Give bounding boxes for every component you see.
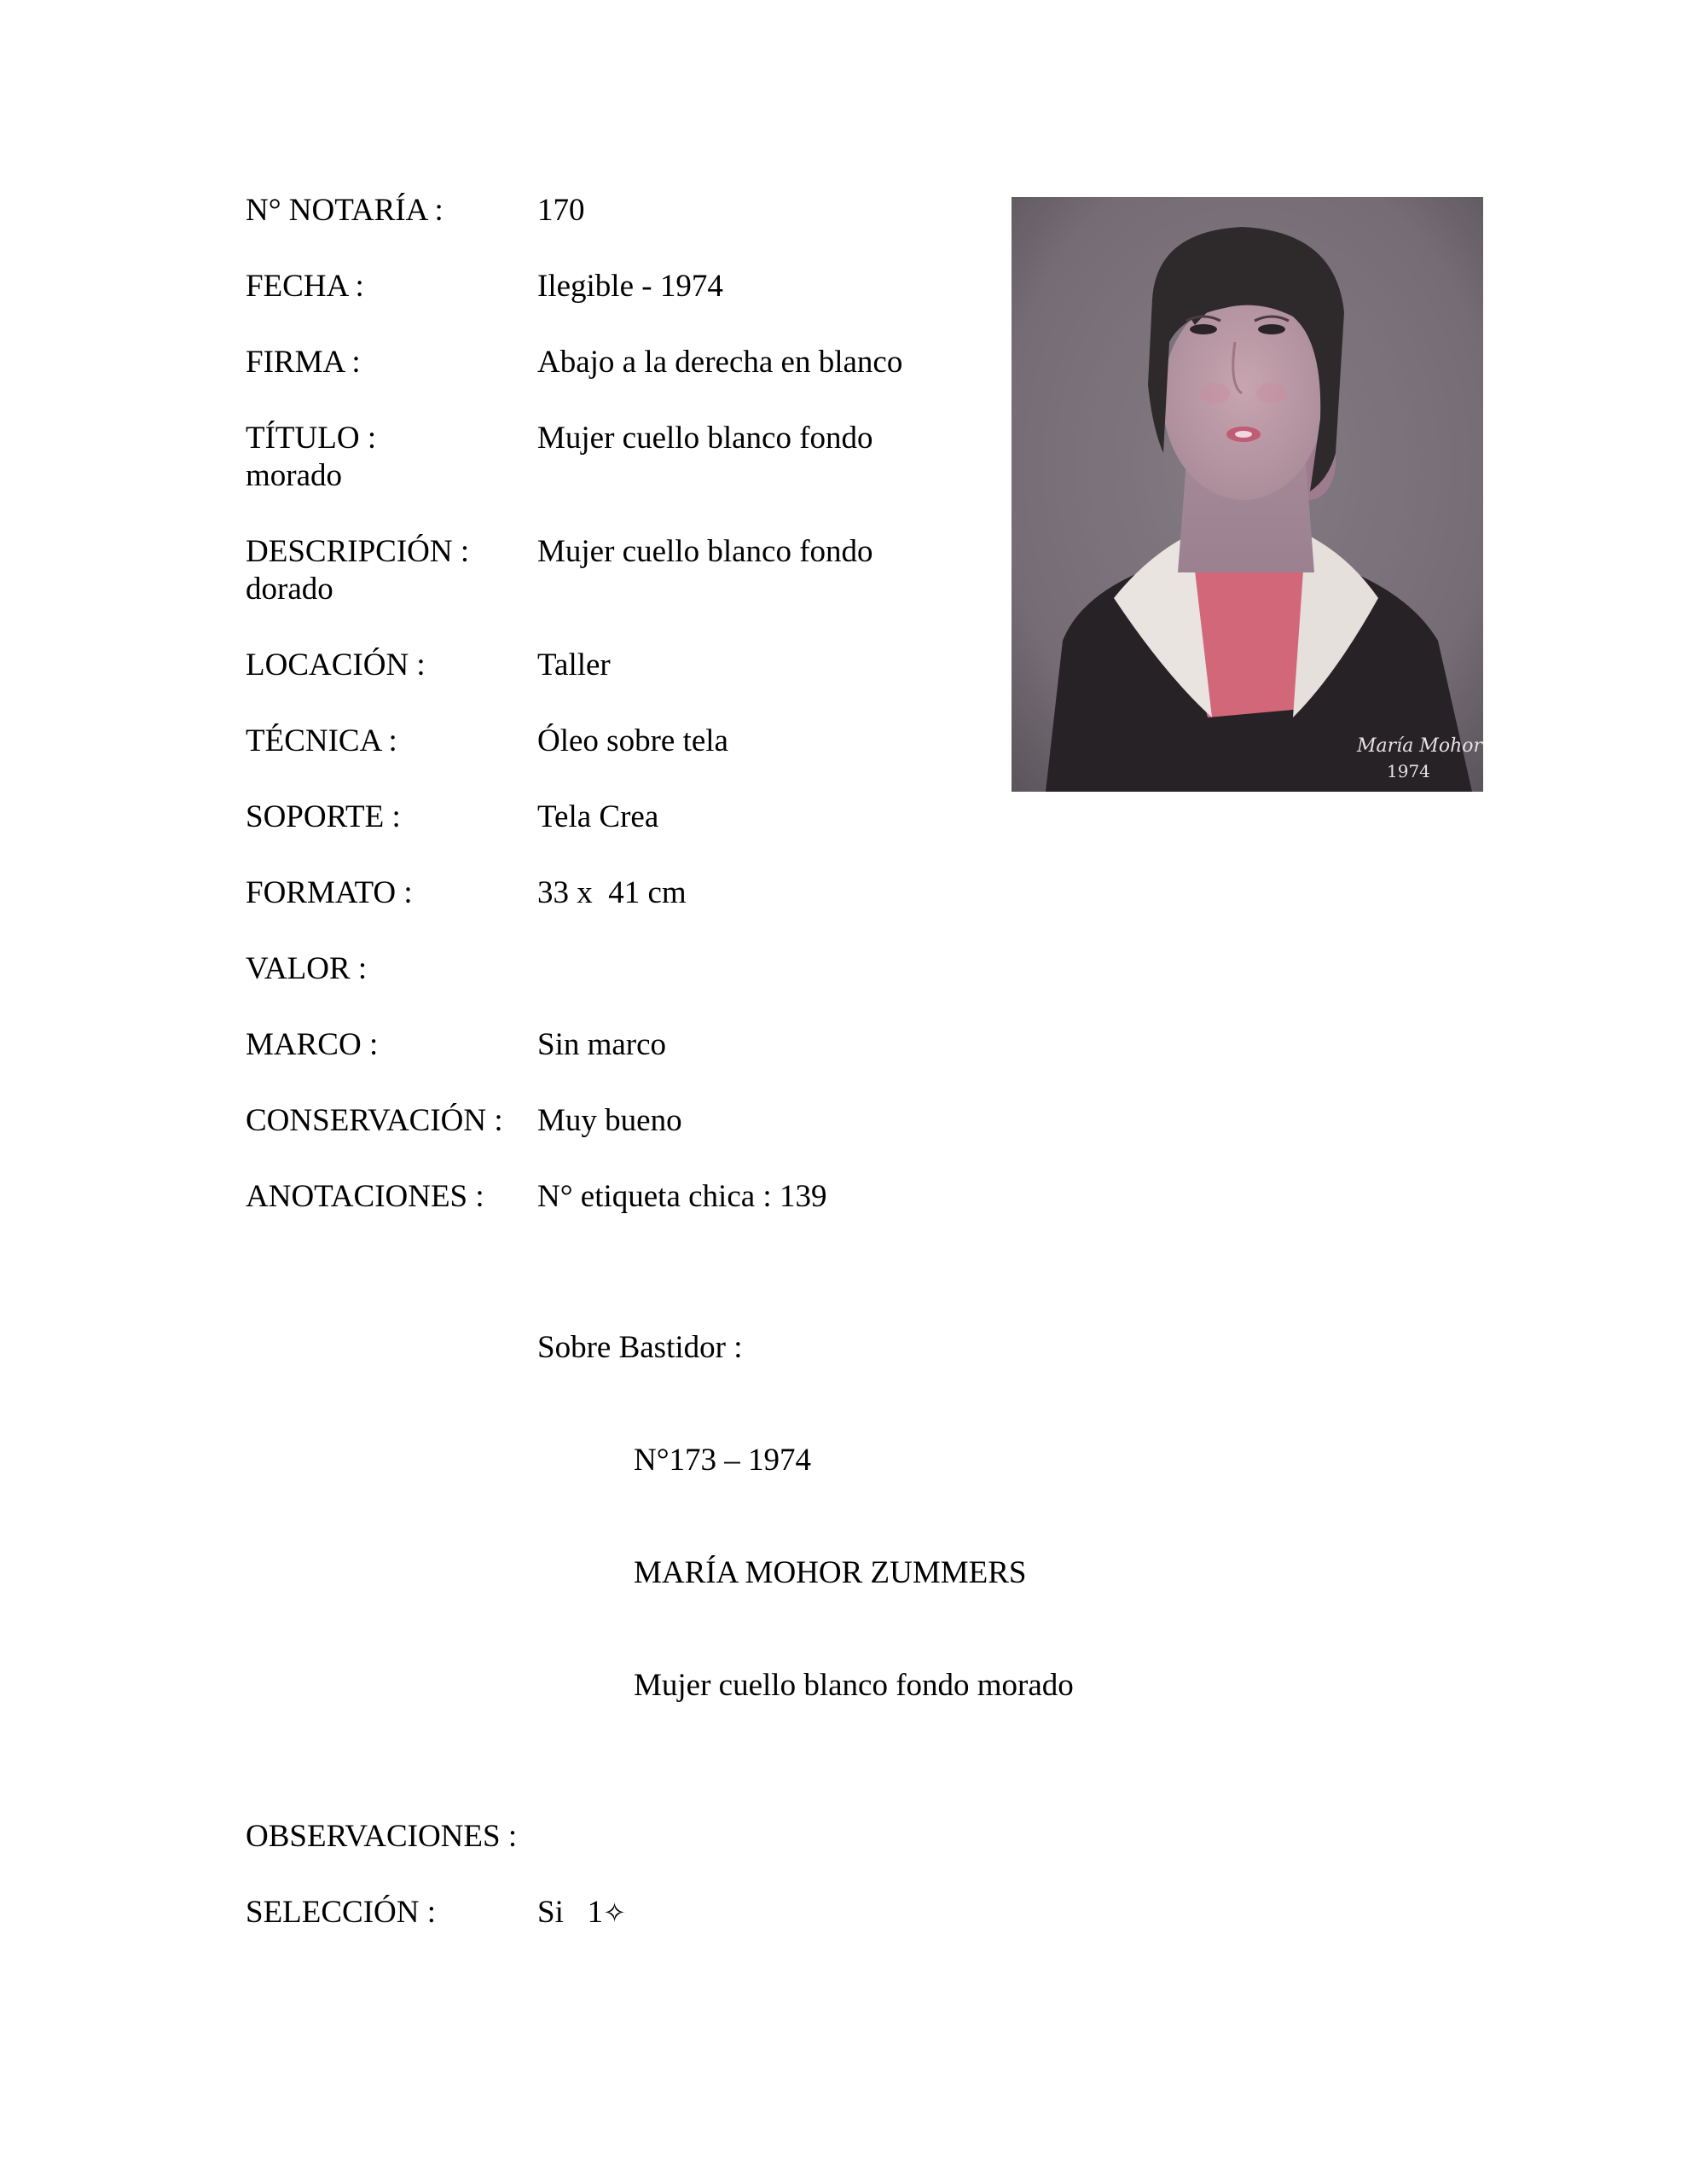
label-anotaciones: ANOTACIONES :: [246, 1179, 484, 1214]
bastidor-block: [537, 1254, 1184, 1780]
bastidor-heading: Sobre Bastidor :: [537, 1330, 743, 1365]
value-conservacion: Muy bueno: [537, 1103, 682, 1138]
value-valor: [537, 950, 1184, 988]
value-notaria: 170: [537, 193, 585, 228]
label-fecha: FECHA :: [246, 269, 364, 304]
label-firma: FIRMA :: [246, 345, 361, 380]
value-seleccion-wrap: [537, 1894, 1184, 1931]
label-seleccion: SELECCIÓN :: [246, 1895, 437, 1930]
row-observaciones: [246, 1818, 1184, 1856]
row-valor: [246, 950, 1184, 988]
label-valor: VALOR :: [246, 951, 368, 986]
bastidor-line: Mujer cuello blanco fondo morado: [634, 1668, 1074, 1703]
value-seleccion: Si 1: [537, 1895, 604, 1930]
label-soporte: SOPORTE :: [246, 799, 401, 834]
label-formato: FORMATO :: [246, 875, 413, 910]
row-seleccion: [246, 1894, 1184, 1931]
label-marco: MARCO :: [246, 1027, 379, 1062]
label-tecnica: TÉCNICA :: [246, 723, 397, 758]
value-tecnica: Óleo sobre tela: [537, 723, 728, 758]
row-formato: [246, 874, 1184, 912]
row-anotaciones: [246, 1178, 1184, 1216]
value-marco: Sin marco: [537, 1027, 667, 1062]
painting-signature-year: 1974: [1387, 761, 1430, 781]
label-titulo: TÍTULO :: [246, 421, 377, 456]
value-descripcion: Mujer cuello blanco fondo: [537, 534, 873, 569]
value-titulo: Mujer cuello blanco fondo: [537, 421, 873, 456]
row-soporte: [246, 799, 1184, 836]
portrait-of-woman-painting: [1012, 197, 1483, 792]
row-conservacion: [246, 1102, 1184, 1140]
value-fecha: Ilegible - 1974: [537, 269, 723, 304]
label-conservacion: CONSERVACIÓN :: [246, 1103, 503, 1138]
value-titulo-continuation: morado: [246, 458, 343, 493]
label-notaria: N° NOTARÍA :: [246, 193, 443, 228]
label-locacion: LOCACIÓN :: [246, 648, 426, 682]
row-bastidor: [246, 1254, 1184, 1780]
value-soporte: Tela Crea: [537, 799, 659, 834]
value-formato: 33 x 41 cm: [537, 875, 687, 910]
painting-signature: María Mohor: [1357, 735, 1483, 757]
value-descripcion-continuation: dorado: [246, 572, 333, 607]
four-pointed-star-icon: ✧: [603, 1896, 626, 1929]
label-descripcion: DESCRIPCIÓN :: [246, 534, 470, 569]
label-observaciones: OBSERVACIONES :: [246, 1819, 518, 1854]
value-locacion: Taller: [537, 648, 611, 682]
value-firma: Abajo a la derecha en blanco: [537, 345, 903, 380]
bastidor-line: MARÍA MOHOR ZUMMERS: [634, 1555, 1027, 1590]
bastidor-line: N°173 – 1974: [634, 1443, 812, 1478]
value-anotaciones: N° etiqueta chica : 139: [537, 1179, 827, 1214]
label-bastidor-spacer: [246, 1254, 537, 1780]
row-marco: [246, 1026, 1184, 1064]
value-observaciones: [537, 1818, 1184, 1856]
